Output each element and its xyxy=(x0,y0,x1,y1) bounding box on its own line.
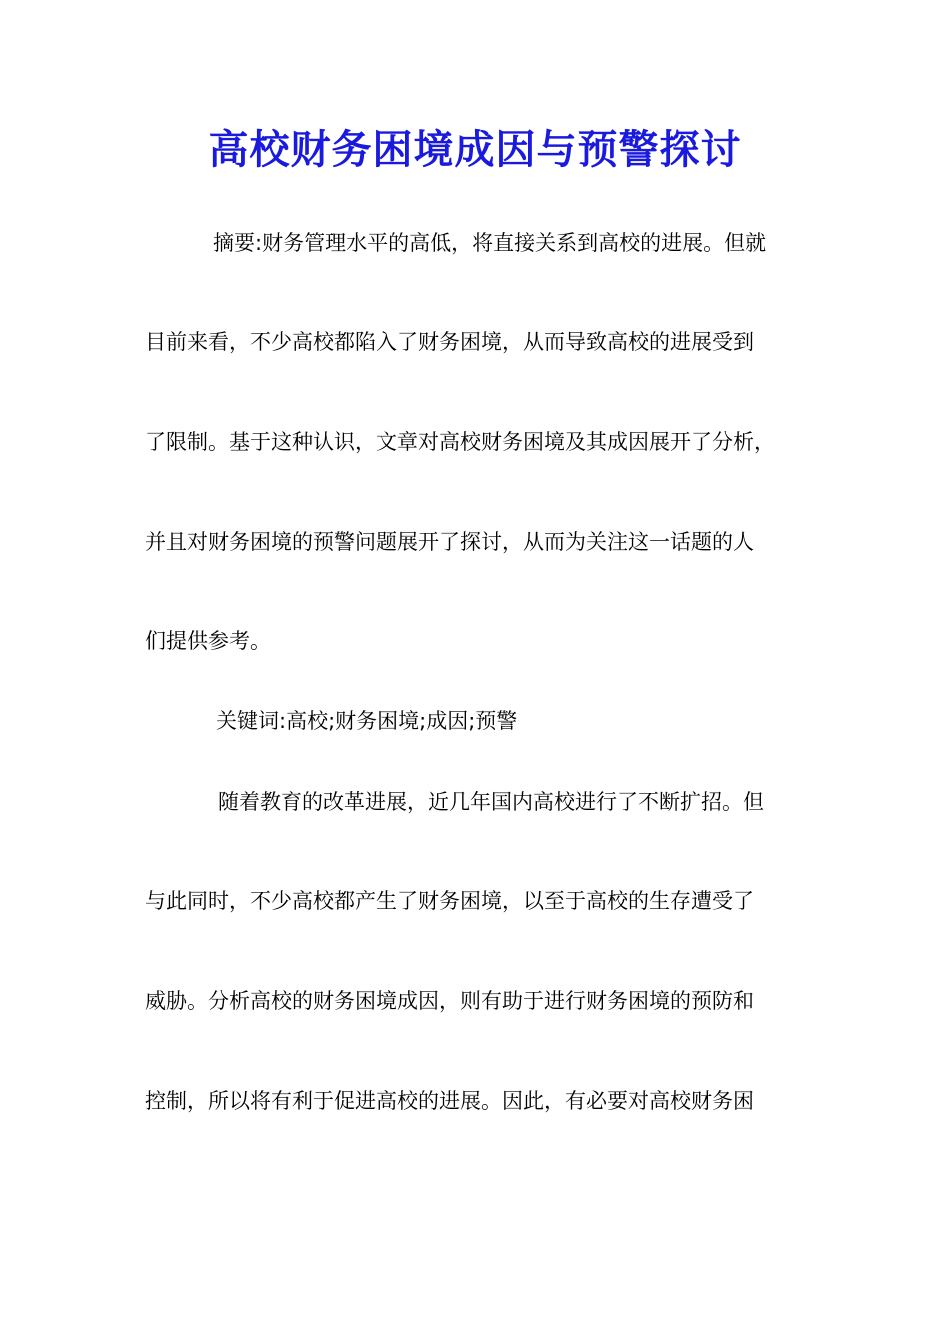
body-line: 威胁。分析高校的财务困境成因，则有助于进行财务困境的预防和 xyxy=(145,989,754,1013)
abstract-line: 摘要:财务管理水平的高低，将直接关系到高校的进展。但就 xyxy=(213,231,767,255)
abstract-line: 们提供参考。 xyxy=(145,629,271,653)
body-line: 控制，所以将有利于促进高校的进展。因此，有必要对高校财务困 xyxy=(145,1089,754,1113)
abstract-line: 并且对财务困境的预警问题展开了探讨，从而为关注这一话题的人 xyxy=(145,530,754,554)
body-line: 与此同时，不少高校都产生了财务困境，以至于高校的生存遭受了 xyxy=(145,889,754,913)
keywords-line: 关键词:高校;财务困境;成因;预警 xyxy=(216,709,518,733)
body-line: 随着教育的改革进展，近几年国内高校进行了不断扩招。但 xyxy=(218,790,764,814)
document-title: 高校财务困境成因与预警探讨 xyxy=(208,126,742,173)
abstract-line: 了限制。基于这种认识，文章对高校财务困境及其成因展开了分析， xyxy=(145,430,775,454)
abstract-line: 目前来看，不少高校都陷入了财务困境，从而导致高校的进展受到 xyxy=(145,330,754,354)
